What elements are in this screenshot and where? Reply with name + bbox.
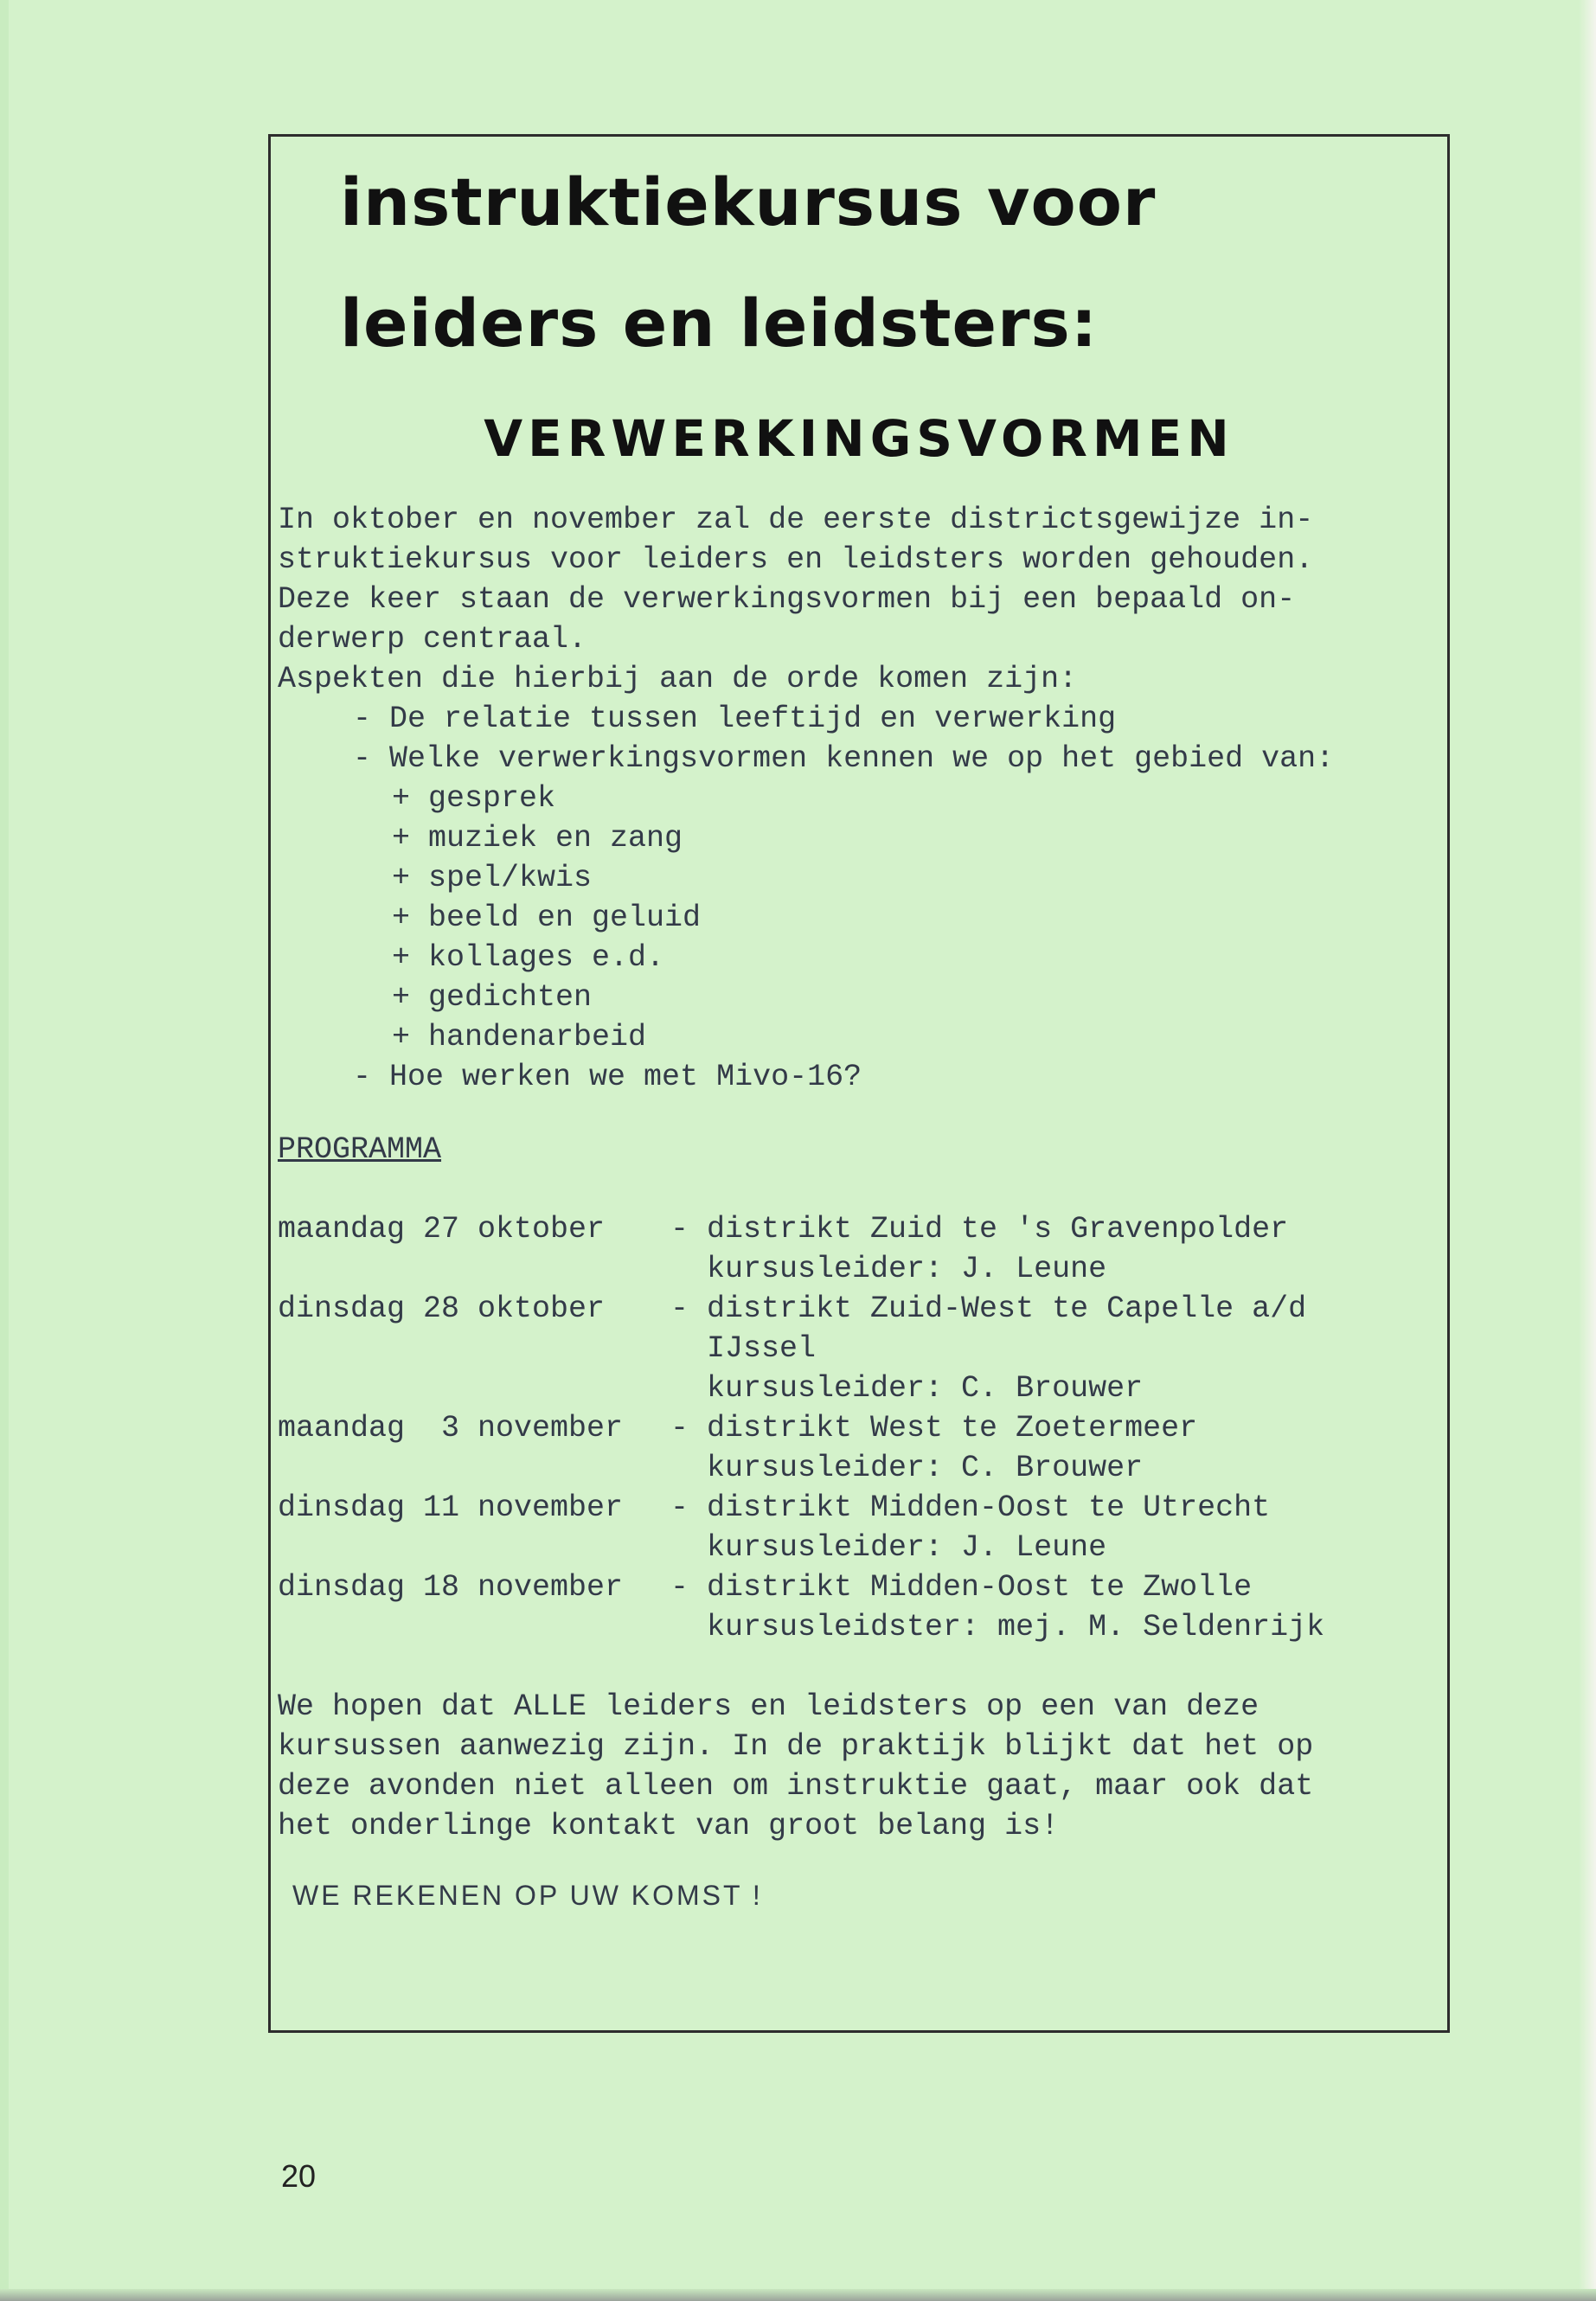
program-detail: kursusleider: J. Leune (670, 1252, 1107, 1286)
closing-line: kursussen aanwezig zijn. In de praktijk blijkt dat het op (278, 1729, 1314, 1764)
program-date: maandag 3 november (278, 1411, 624, 1445)
page-edge-bottom (0, 2289, 1596, 2301)
title-line-1: instruktiekursus voor (340, 163, 1157, 240)
program-detail: kursusleider: C. Brouwer (670, 1371, 1144, 1406)
program-detail: kursusleidster: mej. M. Seldenrijk (670, 1610, 1325, 1644)
program-detail: - distrikt Midden-Oost te Zwolle (670, 1570, 1253, 1605)
intro-line: Deze keer staan de verwerkingsvormen bij een bepaald on- (278, 582, 1296, 617)
closing-line: We hopen dat ALLE leiders en leidsters op een van deze (278, 1689, 1259, 1724)
program-detail: IJssel (670, 1331, 817, 1366)
slogan: WE REKENEN OP UW KOMST ! (292, 1880, 763, 1911)
program-date: dinsdag 11 november (278, 1490, 624, 1525)
form-item: + spel/kwis (392, 861, 593, 895)
program-date: dinsdag 28 oktober (278, 1292, 606, 1326)
form-item: + muziek en zang (392, 821, 683, 856)
closing-line: het onderlinge kontakt van groot belang is! (278, 1809, 1060, 1843)
intro-line: derwerp centraal. (278, 622, 587, 657)
form-item: + gedichten (392, 980, 593, 1015)
program-detail: - distrikt Zuid-West te Capelle a/d (670, 1292, 1307, 1326)
program-date: dinsdag 18 november (278, 1570, 624, 1605)
page-edge-right (1579, 0, 1596, 2301)
announcement-box (268, 134, 1450, 2033)
aspect-item: - Welke verwerkingsvormen kennen we op het gebied van: (353, 741, 1335, 776)
aspect-item: - De relatie tussen leeftijd en verwerking (353, 702, 1117, 736)
title-line-2: leiders en leidsters: (340, 285, 1099, 362)
subtitle: VERWERKINGSVORMEN (484, 409, 1234, 468)
program-detail: kursusleider: C. Brouwer (670, 1451, 1144, 1485)
aspect-item: - Hoe werken we met Mivo-16? (353, 1060, 862, 1094)
intro-line: struktiekursus voor leiders en leidsters worden gehouden. (278, 542, 1314, 577)
page-number: 20 (281, 2158, 317, 2194)
intro-line: In oktober en november zal de eerste districtsgewijze in- (278, 503, 1314, 537)
program-detail: - distrikt West te Zoetermeer (670, 1411, 1198, 1445)
form-item: + gesprek (392, 781, 556, 816)
program-detail: kursusleider: J. Leune (670, 1530, 1107, 1565)
program-date: maandag 27 oktober (278, 1212, 606, 1247)
form-item: + handenarbeid (392, 1020, 647, 1054)
form-item: + kollages e.d. (392, 940, 665, 975)
intro-line: Aspekten die hierbij aan de orde komen zijn: (278, 662, 1078, 696)
program-detail: - distrikt Zuid te 's Gravenpolder (670, 1212, 1289, 1247)
closing-line: deze avonden niet alleen om instruktie gaat, maar ook dat (278, 1769, 1314, 1804)
program-heading: PROGRAMMA (278, 1132, 442, 1167)
form-item: + beeld en geluid (392, 901, 702, 935)
program-detail: - distrikt Midden-Oost te Utrecht (670, 1490, 1271, 1525)
